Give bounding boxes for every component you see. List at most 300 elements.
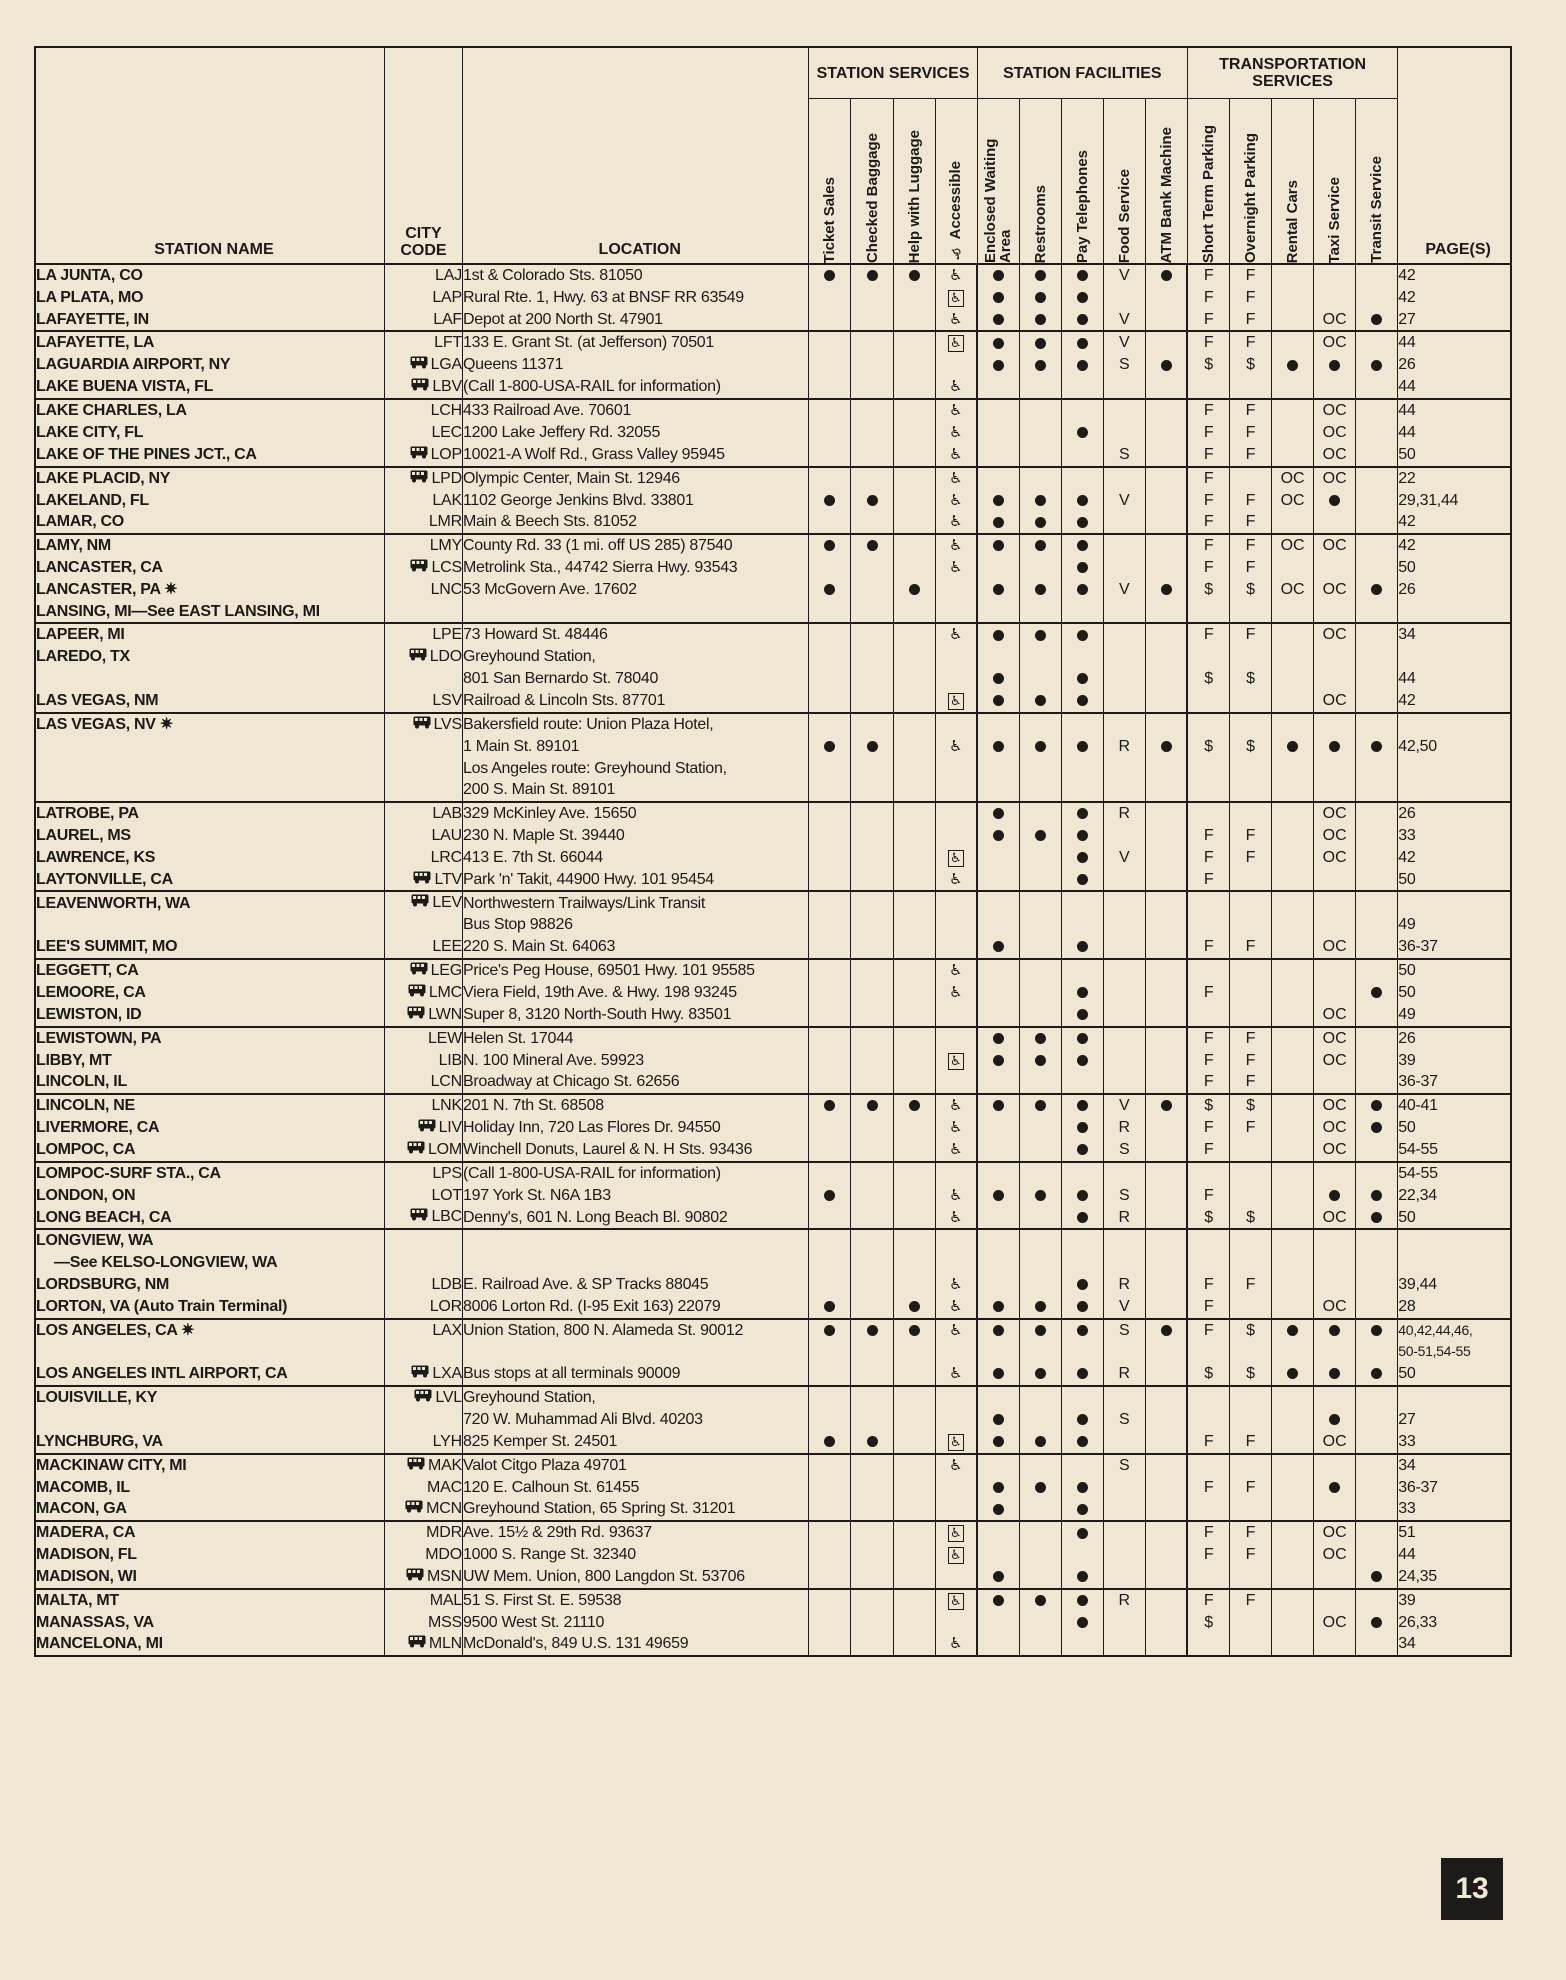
service-cell (1272, 1589, 1314, 1612)
service-cell (1019, 779, 1061, 802)
station-name: LOS ANGELES INTL AIRPORT, CA (35, 1363, 384, 1386)
pages-cell: 42 (1398, 847, 1511, 869)
service-cell (1145, 1566, 1187, 1589)
service-cell (977, 1431, 1019, 1454)
service-code: F (1245, 1275, 1256, 1293)
service-code: S (1119, 445, 1130, 463)
service-cell (1314, 1566, 1356, 1589)
service-cell (809, 579, 851, 601)
service-cell (1272, 534, 1314, 557)
service-cell (893, 444, 935, 467)
service-cell (1019, 1386, 1061, 1409)
service-cell (935, 713, 977, 736)
filled-dot-icon (867, 495, 878, 506)
station-group (35, 1162, 1511, 1230)
service-cell (809, 1544, 851, 1566)
service-cell (1356, 914, 1398, 936)
service-cell (893, 467, 935, 490)
service-cell (935, 646, 977, 668)
city-code (384, 444, 462, 467)
location (463, 601, 809, 624)
service-cell (1230, 1386, 1272, 1409)
service-cell (1272, 1094, 1314, 1117)
service-cell (1314, 1162, 1356, 1185)
service-cell (1187, 1454, 1229, 1477)
city-code (384, 959, 462, 982)
filled-dot-icon (909, 1301, 920, 1312)
service-cell (1272, 467, 1314, 490)
filled-dot-icon (867, 1325, 878, 1336)
service-cell (1145, 1454, 1187, 1477)
city-code (384, 825, 462, 847)
service-cell (1187, 1185, 1229, 1207)
pages-cell: 44 (1398, 331, 1511, 354)
city-code-value: LAB (432, 805, 463, 823)
service-cell (1061, 1521, 1103, 1544)
pages-cell: 33 (1398, 825, 1511, 847)
station-name: MACON, GA (35, 1498, 384, 1521)
service-code: R (1118, 1365, 1131, 1383)
service-cell (893, 1139, 935, 1162)
service-cell (1061, 713, 1103, 736)
service-cell (1187, 668, 1229, 690)
service-cell (1061, 623, 1103, 646)
bus-icon (411, 892, 429, 914)
filled-dot-icon (1077, 360, 1088, 371)
service-cell (1019, 914, 1061, 936)
table-row (35, 1633, 1511, 1656)
service-cell (977, 1409, 1019, 1431)
service-code: F (1203, 1478, 1214, 1496)
service-cell (1230, 1094, 1272, 1117)
city-code (384, 1477, 462, 1499)
service-cell (977, 825, 1019, 847)
service-code: V (1119, 267, 1130, 284)
pages-cell: 26,33 (1398, 1612, 1511, 1634)
filled-dot-icon (1077, 1414, 1088, 1425)
service-cell (1230, 1162, 1272, 1185)
column-header (893, 99, 935, 265)
service-cell (1187, 1633, 1229, 1656)
service-cell (1103, 891, 1145, 914)
service-cell (1356, 422, 1398, 444)
column-header (1230, 99, 1272, 265)
service-cell (935, 1589, 977, 1612)
service-cell (809, 376, 851, 399)
station-name: LIVERMORE, CA (35, 1117, 384, 1139)
service-code: F (1203, 1140, 1214, 1158)
service-cell (893, 1409, 935, 1431)
service-cell (1145, 287, 1187, 309)
station-name: LAKE BUENA VISTA, FL (35, 376, 384, 399)
city-code-value: LVS (433, 715, 463, 733)
service-code: S (1119, 356, 1130, 374)
city-code-value: LGA (430, 356, 463, 374)
service-code: F (1203, 423, 1214, 441)
service-cell (1356, 490, 1398, 512)
service-cell (1187, 1612, 1229, 1634)
city-code-value: LAJ (435, 267, 463, 284)
service-cell (1230, 1521, 1272, 1544)
service-cell (1103, 1477, 1145, 1499)
service-cell (1314, 534, 1356, 557)
service-cell (1230, 1319, 1272, 1342)
service-cell (1187, 779, 1229, 802)
column-header-label: Ticket Sales (821, 176, 839, 263)
station-name: MALTA, MT (35, 1589, 384, 1612)
service-cell (1356, 287, 1398, 309)
service-cell (935, 1341, 977, 1363)
station-group (35, 1319, 1511, 1387)
service-cell (851, 982, 893, 1004)
service-cell (1272, 690, 1314, 713)
service-cell (1019, 1071, 1061, 1094)
service-cell (1230, 758, 1272, 780)
accessible-icon: ♿ (949, 557, 963, 576)
column-header-label: Food Service (1115, 168, 1133, 263)
service-cell (1187, 557, 1229, 579)
city-code (384, 1612, 462, 1634)
service-cell (809, 1521, 851, 1544)
city-code-value: LBV (432, 378, 463, 396)
station-name: LOMPOC-SURF STA., CA (35, 1162, 384, 1185)
service-cell (1187, 1252, 1229, 1274)
filled-dot-icon (1077, 1100, 1088, 1111)
filled-dot-icon (1329, 495, 1340, 506)
service-cell (1314, 1477, 1356, 1499)
filled-dot-icon (1329, 1414, 1340, 1425)
service-cell (935, 467, 977, 490)
service-cell (1272, 399, 1314, 422)
service-cell (1145, 668, 1187, 690)
service-cell (809, 736, 851, 758)
service-cell (1314, 1386, 1356, 1409)
service-code: F (1245, 1546, 1256, 1564)
city-code (384, 690, 462, 713)
service-cell (977, 1050, 1019, 1072)
service-cell (893, 1363, 935, 1386)
station-group (35, 891, 1511, 959)
service-cell (1103, 1027, 1145, 1050)
station-name: LAUREL, MS (35, 825, 384, 847)
service-cell (1061, 982, 1103, 1004)
service-cell (1356, 557, 1398, 579)
service-cell (1230, 601, 1272, 624)
service-cell (893, 1229, 935, 1252)
service-cell (1272, 1341, 1314, 1363)
service-cell (935, 1633, 977, 1656)
service-cell (1356, 690, 1398, 713)
service-cell (977, 331, 1019, 354)
station-name: MANCELONA, MI (35, 1633, 384, 1656)
service-code: V (1119, 491, 1130, 509)
service-cell (1019, 1633, 1061, 1656)
service-cell (1019, 1050, 1061, 1072)
service-cell (1061, 847, 1103, 869)
service-cell (1356, 467, 1398, 490)
service-cell (1272, 1477, 1314, 1499)
table-row (35, 959, 1511, 982)
filled-dot-icon (1077, 673, 1088, 684)
pages-cell: 26 (1398, 802, 1511, 825)
station-name: MANASSAS, VA (35, 1612, 384, 1634)
service-code: $ (1246, 1321, 1255, 1339)
service-cell (1061, 1544, 1103, 1566)
pages-cell: 50 (1398, 982, 1511, 1004)
service-cell (1061, 1319, 1103, 1342)
station-name: LAGUARDIA AIRPORT, NY (35, 354, 384, 376)
pages-cell: 39 (1398, 1050, 1511, 1072)
service-code: F (1203, 558, 1214, 576)
service-cell (1356, 579, 1398, 601)
service-cell (1314, 264, 1356, 287)
service-cell (1103, 914, 1145, 936)
service-cell (1019, 264, 1061, 287)
service-cell (1356, 1431, 1398, 1454)
city-code-value: MAK (427, 1456, 463, 1474)
service-cell (1061, 1139, 1103, 1162)
service-cell (1187, 1409, 1229, 1431)
service-code: F (1245, 513, 1256, 531)
accessible-icon: ♿ (949, 1207, 963, 1226)
service-cell (1230, 511, 1272, 534)
service-cell (851, 1027, 893, 1050)
service-code: $ (1204, 580, 1214, 598)
service-cell (1314, 399, 1356, 422)
service-cell (1019, 713, 1061, 736)
service-cell (809, 690, 851, 713)
service-cell (1230, 1274, 1272, 1296)
service-cell (893, 1544, 935, 1566)
filled-dot-icon (1077, 1301, 1088, 1312)
pages-cell (1398, 1386, 1511, 1409)
service-cell (1187, 490, 1229, 512)
table-row (35, 869, 1511, 892)
city-code-value: LTV (434, 870, 463, 888)
filled-dot-icon (909, 270, 920, 281)
service-cell (1019, 1252, 1061, 1274)
service-cell (1061, 1252, 1103, 1274)
service-cell (1019, 736, 1061, 758)
filled-dot-icon (824, 1190, 835, 1201)
service-cell (1314, 1004, 1356, 1027)
service-code: OC (1322, 691, 1347, 709)
city-code-value: LAP (432, 288, 463, 306)
filled-dot-icon (993, 1482, 1004, 1493)
service-code: F (1203, 1186, 1214, 1204)
table-row (35, 779, 1511, 802)
pages-cell: 33 (1398, 1498, 1511, 1521)
service-cell (1230, 309, 1272, 332)
service-cell (935, 1296, 977, 1319)
station-group (35, 802, 1511, 891)
station-name: LAKE OF THE PINES JCT., CA (35, 444, 384, 467)
service-cell (893, 646, 935, 668)
service-cell (809, 490, 851, 512)
location: (Call 1-800-USA-RAIL for information) (463, 376, 809, 399)
service-cell (977, 1004, 1019, 1027)
filled-dot-icon (993, 1368, 1004, 1379)
station-name: MACKINAW CITY, MI (35, 1454, 384, 1477)
pages-cell: 22,34 (1398, 1185, 1511, 1207)
filled-dot-icon (867, 1100, 878, 1111)
filled-dot-icon (993, 1055, 1004, 1066)
service-cell (1356, 802, 1398, 825)
service-cell (935, 1139, 977, 1162)
service-cell (1061, 1363, 1103, 1386)
city-code-value: LMC (428, 984, 463, 1002)
pages-cell: 40-41 (1398, 1094, 1511, 1117)
service-cell (1272, 1498, 1314, 1521)
table-row (35, 736, 1511, 758)
column-header-label: Restrooms (1031, 184, 1049, 263)
service-cell (851, 511, 893, 534)
service-cell (1314, 736, 1356, 758)
filled-dot-icon (1371, 1617, 1382, 1628)
service-cell (809, 1117, 851, 1139)
service-cell (1272, 1612, 1314, 1634)
service-cell (809, 1363, 851, 1386)
column-header (977, 99, 1019, 265)
service-cell (809, 646, 851, 668)
service-cell (1272, 1521, 1314, 1544)
location: County Rd. 33 (1 mi. off US 285) 87540 (463, 534, 809, 557)
header-city-code: CITY CODE (384, 47, 462, 264)
pages-cell: 26 (1398, 579, 1511, 601)
location: Rural Rte. 1, Hwy. 63 at BNSF RR 63549 (463, 287, 809, 309)
station-name: LEMOORE, CA (35, 982, 384, 1004)
service-cell (1019, 1363, 1061, 1386)
service-cell (1272, 287, 1314, 309)
service-cell (893, 982, 935, 1004)
service-cell (809, 444, 851, 467)
service-cell (893, 1117, 935, 1139)
service-cell (1314, 891, 1356, 914)
city-code (384, 1094, 462, 1117)
service-cell (1103, 1296, 1145, 1319)
service-cell (1145, 1409, 1187, 1431)
service-cell (1103, 847, 1145, 869)
station-group (35, 1027, 1511, 1094)
city-code-value: LNC (430, 580, 463, 598)
service-cell (1356, 1252, 1398, 1274)
header-location: LOCATION (463, 47, 809, 264)
service-cell (1145, 802, 1187, 825)
service-cell (851, 1589, 893, 1612)
table-row (35, 1162, 1511, 1185)
filled-dot-icon (1077, 427, 1088, 438)
service-cell (1272, 1050, 1314, 1072)
table-row (35, 1206, 1511, 1229)
service-cell (1061, 891, 1103, 914)
city-code (384, 982, 462, 1004)
location: 329 McKinley Ave. 15650 (463, 802, 809, 825)
city-code (384, 490, 462, 512)
city-code (384, 376, 462, 399)
column-header-label: Accessible (947, 161, 965, 240)
service-cell (851, 264, 893, 287)
service-cell (977, 1027, 1019, 1050)
table-row (35, 467, 1511, 490)
service-cell (1103, 1162, 1145, 1185)
city-code-value: LVL (435, 1389, 463, 1407)
service-cell (1272, 264, 1314, 287)
service-code: F (1245, 1432, 1256, 1450)
filled-dot-icon (1077, 1436, 1088, 1447)
station-group (35, 1094, 1511, 1162)
service-cell (851, 399, 893, 422)
service-cell (1145, 1050, 1187, 1072)
service-cell (1356, 1050, 1398, 1072)
service-cell (1103, 287, 1145, 309)
service-code: OC (1322, 402, 1347, 420)
service-cell (1187, 959, 1229, 982)
service-code: F (1203, 1524, 1214, 1542)
service-cell (1103, 869, 1145, 892)
city-code-value: LAU (431, 826, 463, 844)
service-cell (1230, 1004, 1272, 1027)
pages-cell: 44 (1398, 668, 1511, 690)
pages-cell (1398, 779, 1511, 802)
service-cell (1187, 936, 1229, 959)
location: 413 E. 7th St. 66044 (463, 847, 809, 869)
station-group (35, 1386, 1511, 1454)
service-cell (1230, 736, 1272, 758)
station-name (35, 914, 384, 936)
service-cell (935, 264, 977, 287)
service-code: OC (1322, 1029, 1347, 1047)
service-cell (977, 1498, 1019, 1521)
service-cell (1272, 869, 1314, 892)
filled-dot-icon (1371, 987, 1382, 998)
table-header (35, 47, 1511, 264)
pages-cell: 50-51,54-55 (1398, 1341, 1511, 1363)
filled-dot-icon (993, 1325, 1004, 1336)
service-cell (1061, 1477, 1103, 1499)
pages-cell: 24,35 (1398, 1566, 1511, 1589)
service-cell (935, 1185, 977, 1207)
service-cell (893, 1206, 935, 1229)
bus-icon (410, 444, 428, 466)
column-header-label: Help with Luggage (905, 129, 923, 263)
table-row (35, 1363, 1511, 1386)
table-row (35, 511, 1511, 534)
column-header (1314, 99, 1356, 265)
service-cell (1103, 511, 1145, 534)
filled-dot-icon (993, 1033, 1004, 1044)
service-code: R (1118, 1119, 1131, 1137)
service-cell (851, 1117, 893, 1139)
service-cell (1103, 331, 1145, 354)
service-cell (893, 534, 935, 557)
service-cell (851, 847, 893, 869)
bus-icon (408, 1633, 426, 1655)
station-group (35, 1229, 1511, 1318)
service-cell (893, 331, 935, 354)
filled-dot-icon (824, 1100, 835, 1111)
location: UW Mem. Union, 800 Langdon St. 53706 (463, 1566, 809, 1589)
location: 220 S. Main St. 64063 (463, 936, 809, 959)
city-code (384, 1633, 462, 1656)
filled-dot-icon (909, 584, 920, 595)
service-cell (809, 309, 851, 332)
service-cell (1272, 1386, 1314, 1409)
location: 825 Kemper St. 24501 (463, 1431, 809, 1454)
city-code-value: LAX (432, 1321, 463, 1339)
pages-cell: 42,50 (1398, 736, 1511, 758)
service-cell (1145, 690, 1187, 713)
service-cell (1230, 646, 1272, 668)
